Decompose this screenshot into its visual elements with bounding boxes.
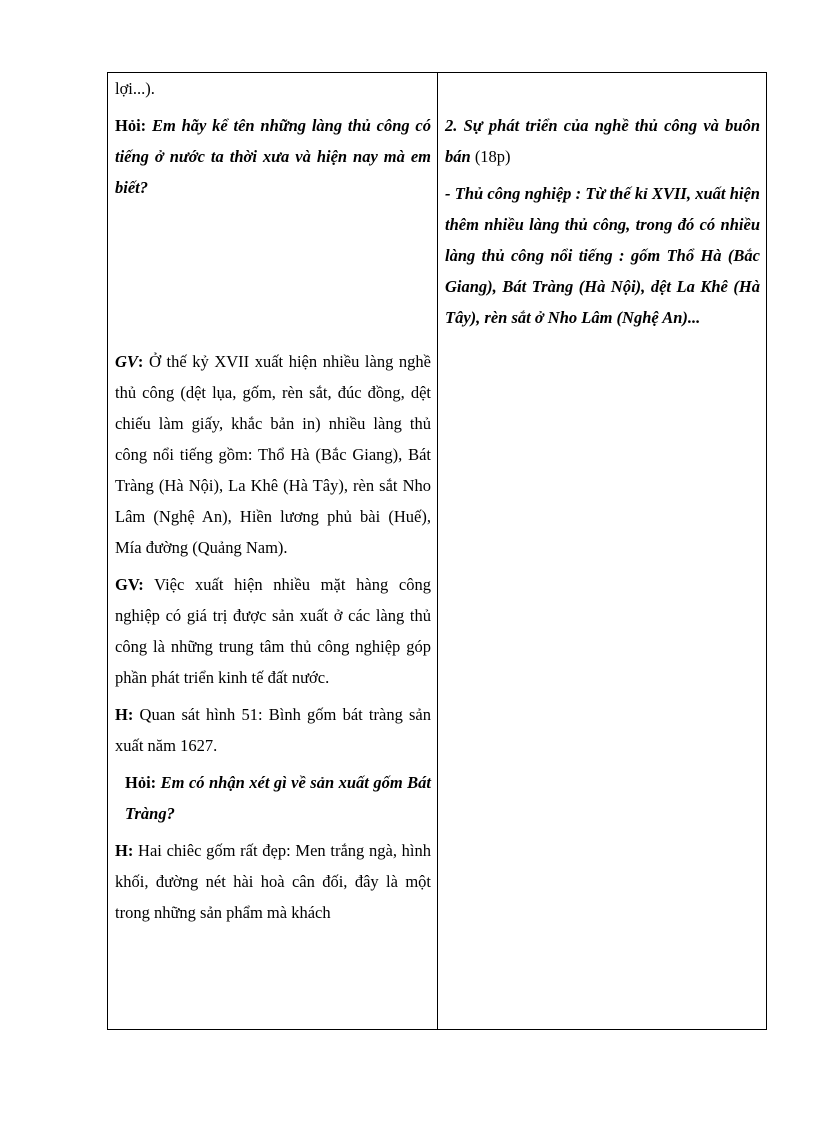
section-heading-text: 2. Sự phát triển của nghề thủ công và buôn bán [445,116,760,166]
question-1-text: Em hãy kể tên những làng thủ công có tiếng ở nước ta thời xưa và hiện nay mà em biết? [115,116,431,197]
question-2-text: Em có nhận xét gì về sản xuất gốm Bát Tràng? [125,773,431,823]
teacher-note-1-text: Ở thế kỷ XVII xuất hiện nhiều làng nghề thủ công (dệt lụa, gốm, rèn sắt, đúc đồng, dệt chiếu làm giấy, khắc bản in) nhiều làng thủ công nổi tiếng gồm: Thổ Hà (Bắc Giang), Bát Tràng (Hà Nội), La Khê (Hà Tây), rèn sắt Nho Lâm (Nghệ An), Hiền lương phủ bài (Huế), Mía đường (Quảng Nam). [115,352,431,557]
student-note-2 [115,835,431,928]
student-note-1 [115,699,431,761]
teacher-activity-column [108,73,438,1029]
teacher-note-1-colon: : [137,352,144,371]
student-note-2-text: Hai chiêc gốm rất đẹp: Men trắng ngà, hình khối, đường nét hài hoà cân đối, đây là một trong những sản phẩm mà khách [115,841,431,922]
teacher-note-2 [115,569,431,693]
section-heading [445,110,760,172]
intro-tail: lợi...). [115,79,155,98]
lesson-table [107,72,767,1030]
handicraft-paragraph: - Thủ công nghiệp : Từ thế kỉ XVII, xuất hiện thêm nhiều làng thủ công, trong đó có nhiều làng thủ công nổi tiếng : gốm Thổ Hà (Bắc Giang), Bát Tràng (Hà Nội), dệt La Khê (Hà Tây), rèn sắt ở Nho Lâm (Nghệ An)... [445,184,760,327]
content-column [438,73,766,1029]
student-note-1-text: Quan sát hình 51: Bình gốm bát tràng sản xuất năm 1627. [115,705,431,755]
question-2 [115,767,431,829]
question-1-label: Hỏi: [115,116,147,135]
blank-space [115,203,431,346]
section-duration: (18p) [470,147,511,166]
student-note-1-label: H: [115,705,134,724]
teacher-note-2-text: Việc xuất hiện nhiều mặt hàng công nghiệp có giá trị được sản xuất ở các làng thủ công là những trung tâm thủ công nghiệp góp phần phát triển kinh tế đất nước. [115,575,431,687]
student-note-2-label: H: [115,841,134,860]
teacher-note-1-label: GV [115,352,138,371]
question-1 [115,110,431,203]
teacher-note-2-label: GV: [115,575,144,594]
teacher-note-1 [115,346,431,563]
question-2-label: Hỏi: [125,773,157,792]
